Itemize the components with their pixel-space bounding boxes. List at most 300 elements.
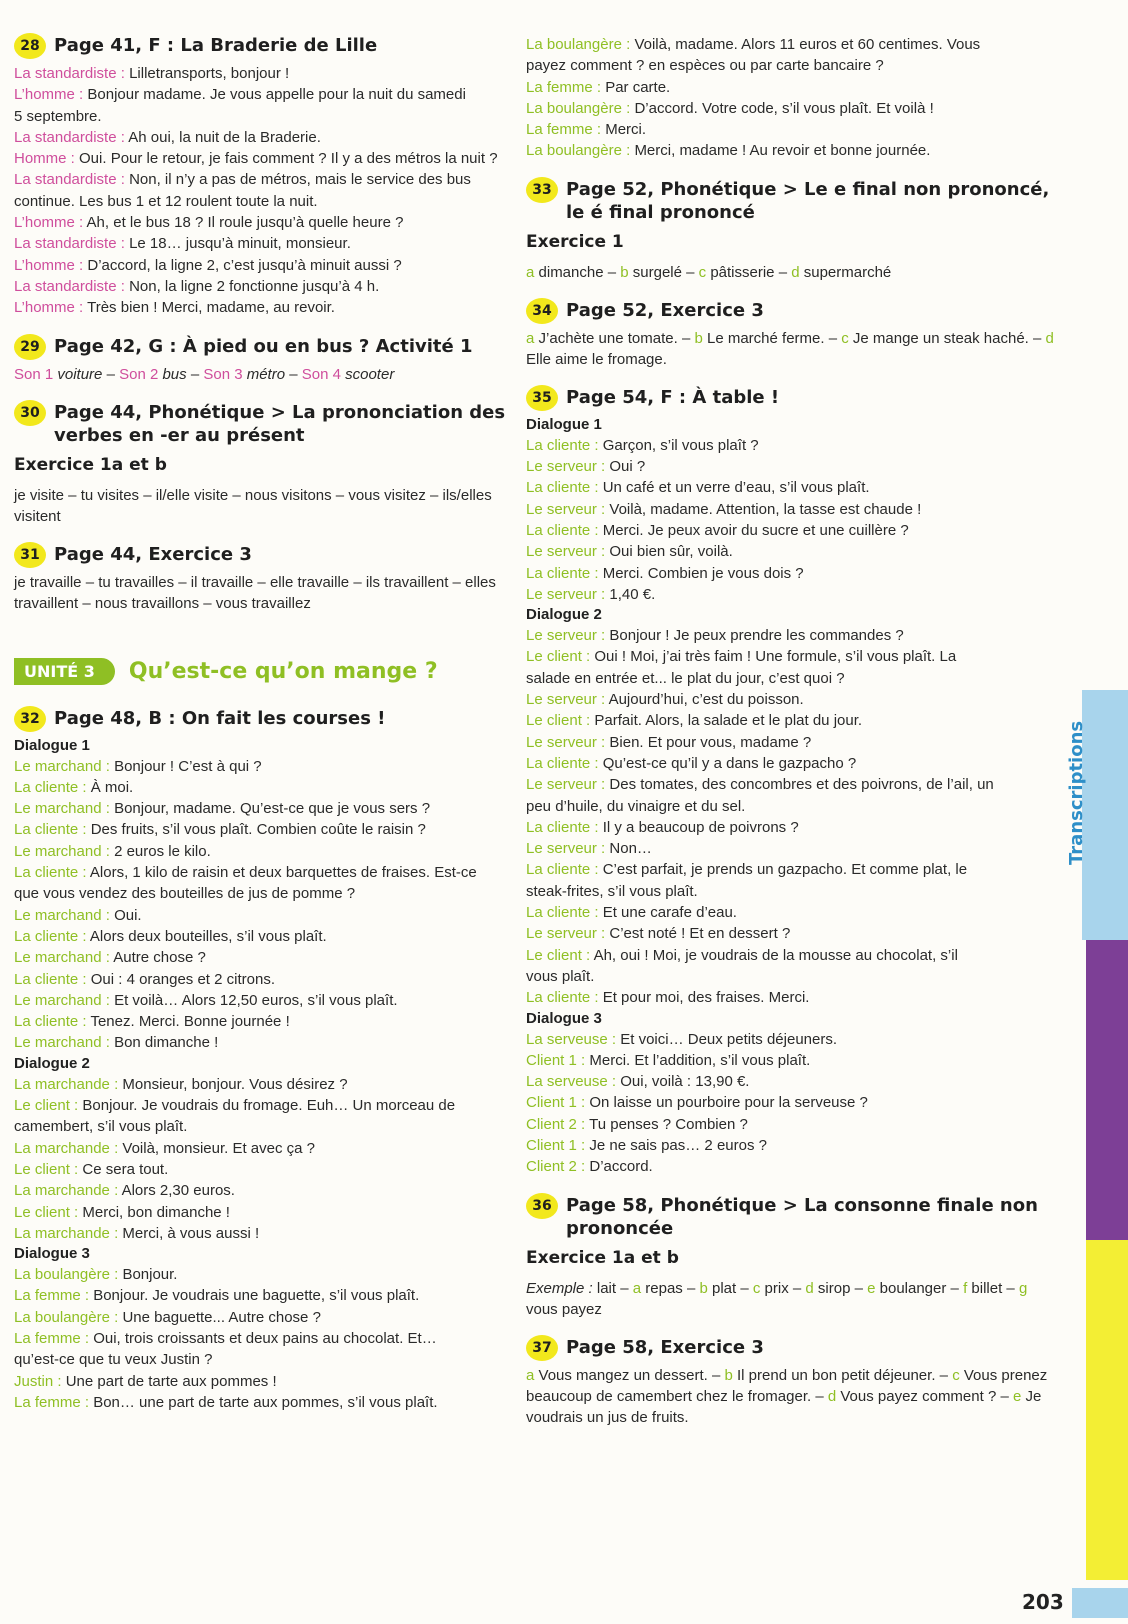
item-key: d bbox=[827, 1387, 837, 1405]
dialogue-line bbox=[526, 119, 1056, 140]
line-text: Bonjour, madame. Qu’est-ce que je vous sers ? bbox=[114, 800, 431, 818]
dialogue-line bbox=[14, 1307, 514, 1328]
page-number: 203 bbox=[1022, 1590, 1064, 1614]
line-text: Non, la ligne 2 fonctionne jusqu’à 4 h. bbox=[129, 277, 380, 295]
speaker-label: La boulangère : bbox=[526, 99, 631, 117]
speaker-label: Homme : bbox=[14, 150, 75, 168]
section-title: Page 52, Exercice 3 bbox=[566, 299, 764, 321]
dialogue-line bbox=[526, 817, 1056, 838]
item-value: vous payez bbox=[526, 1300, 602, 1318]
item-value: plat bbox=[712, 1279, 737, 1297]
section-28 bbox=[14, 34, 514, 319]
item-value: bus bbox=[162, 365, 187, 383]
dialogue-line bbox=[526, 34, 1056, 55]
dialogue-line bbox=[526, 55, 1056, 76]
side-label: Transcriptions bbox=[1066, 720, 1087, 865]
speaker-label: La femme : bbox=[14, 1393, 90, 1411]
line-text: Bonjour. Je voudrais une baguette, s’il vous plaît. bbox=[93, 1287, 420, 1305]
dialogue-line bbox=[14, 841, 514, 862]
dialogue-line bbox=[14, 1011, 514, 1032]
item-value: Vous payez comment ? bbox=[840, 1387, 997, 1405]
section-number-badge: 33 bbox=[526, 177, 558, 203]
speaker-label: La cliente : bbox=[526, 861, 599, 879]
dialogue-line bbox=[526, 796, 1056, 817]
speaker-label: La cliente : bbox=[526, 989, 599, 1007]
line-text: Alors 2,30 euros. bbox=[121, 1182, 235, 1200]
line-text: Aujourd’hui, c’est du poisson. bbox=[608, 691, 804, 709]
dialogue-lines bbox=[14, 63, 514, 319]
dialogue-line bbox=[526, 520, 1056, 541]
dialogue-lines bbox=[526, 625, 1056, 1008]
dialogue-line bbox=[14, 1138, 514, 1159]
speaker-label: La marchande : bbox=[14, 1075, 119, 1093]
item-value: prix bbox=[764, 1279, 789, 1297]
dialogue-line bbox=[14, 276, 514, 297]
dialogue-line bbox=[526, 541, 1056, 562]
speaker-label: La femme : bbox=[526, 121, 602, 139]
speaker-label: L’homme : bbox=[14, 299, 84, 317]
dialogue-line bbox=[14, 798, 514, 819]
dialogue-line bbox=[14, 756, 514, 777]
section-37 bbox=[526, 1336, 1056, 1428]
dialogue-line bbox=[526, 710, 1056, 731]
speaker-label: La cliente : bbox=[14, 970, 87, 988]
item-value: Vous mangez un dessert. bbox=[538, 1366, 708, 1384]
speaker-label: Client 2 : bbox=[526, 1158, 586, 1176]
item-key: d bbox=[1045, 329, 1054, 347]
section-number-badge: 34 bbox=[526, 298, 558, 324]
dialogue-line bbox=[526, 923, 1056, 944]
section-title: Page 42, G : À pied ou en bus ? Activité 1 bbox=[54, 335, 473, 357]
speaker-label: La femme : bbox=[14, 1329, 90, 1347]
speaker-label: La standardiste : bbox=[14, 235, 125, 253]
dialogue-line bbox=[14, 212, 514, 233]
line-text: Oui ! Moi, j’ai très faim ! Une formule, s’il vous plaît. La bbox=[594, 648, 957, 666]
item-value: repas bbox=[645, 1279, 683, 1297]
item-key: c bbox=[698, 263, 707, 281]
dialogue-line bbox=[14, 1116, 514, 1137]
line-text: D’accord, la ligne 2, c’est jusqu’à minuit aussi ? bbox=[87, 256, 402, 274]
speaker-label: Le serveur : bbox=[526, 543, 606, 561]
line-text: Oui, voilà : 13,90 €. bbox=[620, 1073, 750, 1091]
line-text: D’accord. bbox=[589, 1158, 653, 1176]
line-text: Le 18… jusqu’à minuit, monsieur. bbox=[129, 235, 351, 253]
section-title: Page 48, B : On fait les courses ! bbox=[54, 707, 386, 729]
line-text: Voilà, monsieur. Et avec ça ? bbox=[122, 1139, 316, 1157]
dialogue-heading: Dialogue 2 bbox=[14, 1054, 90, 1072]
side-tab-purple bbox=[1086, 940, 1128, 1240]
item-key: b bbox=[699, 1279, 708, 1297]
dialogue-line bbox=[14, 1349, 514, 1370]
speaker-label: L’homme : bbox=[14, 86, 84, 104]
speaker-label: La cliente : bbox=[14, 821, 87, 839]
section-title: Page 44, Exercice 3 bbox=[54, 543, 252, 565]
line-text: Ah, oui ! Moi, je voudrais de la mousse au chocolat, s’il bbox=[593, 946, 958, 964]
item-key: a bbox=[526, 1366, 535, 1384]
speaker-label: Le serveur : bbox=[526, 840, 606, 858]
line-text: 1,40 €. bbox=[609, 585, 656, 603]
dialogue-line bbox=[14, 819, 514, 840]
unit-title: Qu’est-ce qu’on mange ? bbox=[128, 658, 438, 684]
line-text: Alors, 1 kilo de raisin et deux barquettes de fraises. Est-ce bbox=[89, 864, 477, 882]
section-title: Page 58, Phonétique > La consonne finale non prononcée bbox=[566, 1194, 1038, 1239]
speaker-label: La standardiste : bbox=[14, 65, 125, 82]
speaker-label: La cliente : bbox=[526, 754, 599, 772]
line-text: Une baguette... Autre chose ? bbox=[122, 1308, 321, 1326]
dialogue-line bbox=[526, 859, 1056, 880]
speaker-label: Client 1 : bbox=[526, 1051, 586, 1069]
speaker-label: La boulangère : bbox=[14, 1308, 119, 1326]
line-text: Oui ? bbox=[609, 458, 646, 476]
dialogue-line bbox=[526, 987, 1056, 1008]
line-text: Merci, à vous aussi ! bbox=[122, 1224, 260, 1242]
dialogue-line bbox=[526, 77, 1056, 98]
item-value: dimanche bbox=[538, 263, 604, 281]
dialogue-line bbox=[14, 1371, 514, 1392]
item-value: voiture bbox=[57, 365, 103, 383]
dialogue-line bbox=[526, 98, 1056, 119]
item-value: surgelé bbox=[632, 263, 682, 281]
dialogue-heading: Dialogue 1 bbox=[526, 415, 602, 433]
dialogue-line bbox=[526, 646, 1056, 667]
dialogue-line bbox=[14, 1392, 514, 1413]
item-key: e bbox=[1012, 1387, 1022, 1405]
speaker-label: Le client : bbox=[526, 946, 591, 964]
line-text: Je ne sais pas… 2 euros ? bbox=[589, 1136, 767, 1154]
line-text: Bien. Et pour vous, madame ? bbox=[609, 733, 812, 751]
answer-list: Son 1 voiture – Son 2 bus – Son 3 métro – Son 4 scooter bbox=[14, 365, 395, 383]
line-text: Ah, et le bus 18 ? Il roule jusqu’à quelle heure ? bbox=[86, 214, 404, 232]
line-text: Oui : 4 oranges et 2 citrons. bbox=[90, 970, 275, 988]
item-value: Vous prenez beaucoup de camembert chez le fromager. bbox=[526, 1366, 1048, 1405]
line-text: Bonjour ! C’est à qui ? bbox=[114, 757, 262, 775]
line-text: Alors deux bouteilles, s’il vous plaît. bbox=[89, 927, 327, 945]
line-text: Lilletransports, bonjour ! bbox=[129, 65, 290, 82]
section-title: Page 41, F : La Braderie de Lille bbox=[54, 35, 378, 56]
item-key: d bbox=[805, 1279, 814, 1297]
line-text: continue. Les bus 1 et 12 roulent toute la nuit. bbox=[14, 192, 318, 210]
unit-badge: UNITÉ 3 bbox=[14, 658, 115, 685]
line-text: Et voici… Deux petits déjeuners. bbox=[620, 1030, 838, 1048]
speaker-label: La marchande : bbox=[14, 1139, 119, 1157]
dialogue-line bbox=[526, 1071, 1056, 1092]
speaker-label: La cliente : bbox=[526, 818, 599, 836]
dialogue-lines bbox=[14, 756, 514, 1054]
dialogue-lines bbox=[14, 1264, 514, 1413]
dialogue-line bbox=[14, 1223, 514, 1244]
exercise-text: je travaille – tu travailles – il travaille – elle travaille – ils travaillent – elles travaillent – nous travaillons – vous travaillez bbox=[14, 573, 496, 612]
dialogue-line bbox=[14, 233, 514, 254]
dialogue-line bbox=[526, 881, 1056, 902]
dialogue-line bbox=[526, 563, 1056, 584]
line-text: camembert, s’il vous plaît. bbox=[14, 1118, 188, 1136]
line-text: que vous vendez des bouteilles de jus de pomme ? bbox=[14, 885, 356, 903]
dialogue-line bbox=[14, 905, 514, 926]
exercise-title: Exercice 1a et b bbox=[526, 1247, 679, 1268]
speaker-label: La cliente : bbox=[526, 521, 599, 539]
dialogue-line bbox=[14, 883, 514, 904]
speaker-label: La cliente : bbox=[14, 778, 87, 796]
dialogue-line bbox=[526, 732, 1056, 753]
dialogue-line bbox=[14, 255, 514, 276]
dialogue-line bbox=[526, 584, 1056, 605]
speaker-label: La standardiste : bbox=[14, 171, 125, 189]
dialogue-line bbox=[526, 499, 1056, 520]
line-text: Bonjour. Je voudrais du fromage. Euh… Un morceau de bbox=[82, 1097, 456, 1115]
exercise-title: Exercice 1a et b bbox=[14, 454, 167, 475]
dialogue-line bbox=[526, 625, 1056, 646]
line-text: D’accord. Votre code, s’il vous plaît. Et voilà ! bbox=[634, 99, 934, 117]
item-value: Il prend un bon petit déjeuner. bbox=[737, 1366, 936, 1384]
speaker-label: Le client : bbox=[526, 712, 591, 730]
speaker-label: La boulangère : bbox=[526, 36, 631, 53]
line-text: Tu penses ? Combien ? bbox=[589, 1115, 748, 1133]
speaker-label: La cliente : bbox=[526, 479, 599, 497]
answer-list: a J’achète une tomate. – b Le marché ferme. – c Je mange un steak haché. – d Elle aime le fromage. bbox=[526, 329, 1054, 368]
dialogue-line bbox=[14, 777, 514, 798]
line-text: Merci. bbox=[605, 121, 647, 139]
line-text: Merci. Je peux avoir du sucre et une cuillère ? bbox=[602, 521, 909, 539]
section-32 bbox=[14, 707, 514, 1414]
speaker-label: Le serveur : bbox=[526, 691, 606, 709]
item-value: sirop bbox=[817, 1279, 851, 1297]
line-text: Et une carafe d’eau. bbox=[602, 904, 737, 922]
item-key: b bbox=[724, 1366, 733, 1384]
speaker-label: Justin : bbox=[14, 1372, 62, 1390]
unit-header bbox=[14, 658, 514, 685]
line-text: Par carte. bbox=[605, 78, 671, 96]
speaker-label: La cliente : bbox=[526, 904, 599, 922]
line-text: Une part de tarte aux pommes ! bbox=[65, 1372, 277, 1390]
line-text: 2 euros le kilo. bbox=[114, 842, 211, 860]
line-text: C’est noté ! Et en dessert ? bbox=[609, 925, 791, 943]
left-column bbox=[14, 34, 514, 1429]
dialogue-lines bbox=[526, 34, 1056, 162]
item-value: Le marché ferme. bbox=[706, 329, 825, 347]
dialogue-line bbox=[14, 127, 514, 148]
dialogue-heading: Dialogue 3 bbox=[14, 1245, 90, 1263]
dialogue-heading: Dialogue 1 bbox=[14, 736, 90, 754]
dialogue-line bbox=[526, 456, 1056, 477]
item-key: Son 3 bbox=[203, 365, 243, 383]
speaker-label: La cliente : bbox=[526, 436, 599, 454]
dialogue-line bbox=[14, 1328, 514, 1349]
item-key: g bbox=[1018, 1279, 1028, 1297]
line-text: Des fruits, s’il vous plaît. Combien coûte le raisin ? bbox=[90, 821, 426, 839]
dialogue-line bbox=[14, 1180, 514, 1201]
section-35 bbox=[526, 386, 1056, 1178]
speaker-label: Le marchand : bbox=[14, 906, 110, 924]
example-value: lait bbox=[596, 1279, 617, 1297]
item-key: a bbox=[526, 263, 535, 281]
speaker-label: La femme : bbox=[526, 78, 602, 96]
line-text: Oui. bbox=[114, 906, 142, 924]
answer-list: a Vous mangez un dessert. – b Il prend un bon petit déjeuner. – c Vous prenez beaucoup de camembert chez le fromager. – d Vous payez comment ? – e Je voudrais un jus de fruits. bbox=[526, 1366, 1048, 1426]
dialogue-line bbox=[526, 902, 1056, 923]
item-key: c bbox=[841, 329, 849, 347]
line-text: Un café et un verre d’eau, s’il vous plaît. bbox=[602, 479, 870, 497]
section-number-badge: 31 bbox=[14, 542, 46, 568]
dialogue-line bbox=[526, 1135, 1056, 1156]
dialogue-line bbox=[526, 668, 1056, 689]
line-text: Tenez. Merci. Bonne journée ! bbox=[90, 1013, 290, 1031]
dialogue-line bbox=[14, 84, 514, 105]
speaker-label: La cliente : bbox=[526, 564, 599, 582]
dialogue-line bbox=[14, 1095, 514, 1116]
line-text: Voilà, madame. Attention, la tasse est chaude ! bbox=[609, 500, 922, 518]
speaker-label: Client 1 : bbox=[526, 1094, 586, 1112]
speaker-label: Le serveur : bbox=[526, 500, 606, 518]
item-key: b bbox=[694, 329, 703, 347]
speaker-label: L’homme : bbox=[14, 256, 84, 274]
item-key: c bbox=[752, 1279, 761, 1297]
item-value: billet bbox=[971, 1279, 1003, 1297]
dialogue-line bbox=[14, 990, 514, 1011]
dialogue-line bbox=[526, 1156, 1056, 1177]
speaker-label: Le marchand : bbox=[14, 842, 110, 860]
line-text: Merci. Combien je vous dois ? bbox=[602, 564, 804, 582]
dialogue-line bbox=[526, 1029, 1056, 1050]
dialogue-line bbox=[14, 1264, 514, 1285]
page-number-bar bbox=[1072, 1588, 1128, 1618]
line-text: Oui. Pour le retour, je fais comment ? Il y a des métros la nuit ? bbox=[79, 150, 498, 168]
item-key: b bbox=[620, 263, 629, 281]
speaker-label: La serveuse : bbox=[526, 1030, 617, 1048]
line-text: Merci, bon dimanche ! bbox=[82, 1203, 230, 1221]
item-value: Je voudrais un jus de fruits. bbox=[526, 1387, 1042, 1426]
line-text: Ah oui, la nuit de la Braderie. bbox=[128, 128, 321, 146]
dialogue-line bbox=[14, 1032, 514, 1053]
dialogue-line bbox=[526, 1092, 1056, 1113]
line-text: 5 septembre. bbox=[14, 107, 102, 125]
dialogue-line bbox=[526, 753, 1056, 774]
answer-list: Exemple : lait – a repas – b plat – c prix – d sirop – e boulanger – f billet – g vous payez bbox=[526, 1279, 1028, 1318]
example-label: Exemple : bbox=[526, 1279, 593, 1297]
speaker-label: Le serveur : bbox=[526, 627, 606, 645]
speaker-label: Client 2 : bbox=[526, 1115, 586, 1133]
line-text: Bonjour ! Je peux prendre les commandes ? bbox=[609, 627, 904, 645]
line-text: steak-frites, s’il vous plaît. bbox=[526, 882, 698, 900]
speaker-label: La standardiste : bbox=[14, 128, 125, 146]
dialogue-line bbox=[14, 169, 514, 190]
dialogue-line bbox=[14, 969, 514, 990]
section-number-badge: 35 bbox=[526, 385, 558, 411]
item-key: a bbox=[632, 1279, 642, 1297]
line-text: Il y a beaucoup de poivrons ? bbox=[602, 818, 799, 836]
item-key: Son 1 bbox=[14, 365, 54, 383]
line-text: Parfait. Alors, la salade et le plat du jour. bbox=[594, 712, 863, 730]
speaker-label: La standardiste : bbox=[14, 277, 125, 295]
speaker-label: L’homme : bbox=[14, 214, 84, 232]
speaker-label: Le marchand : bbox=[14, 757, 110, 775]
line-text: Merci. Et l’addition, s’il vous plaît. bbox=[589, 1051, 811, 1069]
dialogue-line bbox=[14, 191, 514, 212]
speaker-label: Le marchand : bbox=[14, 800, 110, 818]
dialogue-line bbox=[526, 435, 1056, 456]
item-key: e bbox=[867, 1279, 876, 1297]
line-text: Non, il n’y a pas de métros, mais le service des bus bbox=[129, 171, 471, 189]
line-text: Monsieur, bonjour. Vous désirez ? bbox=[122, 1075, 348, 1093]
speaker-label: Le serveur : bbox=[526, 733, 606, 751]
dialogue-line bbox=[14, 63, 514, 84]
section-number-badge: 30 bbox=[14, 400, 46, 426]
speaker-label: Client 1 : bbox=[526, 1136, 586, 1154]
speaker-label: La boulangère : bbox=[526, 142, 631, 160]
item-key: Son 4 bbox=[301, 365, 341, 383]
speaker-label: La cliente : bbox=[14, 864, 87, 882]
line-text: Oui, trois croissants et deux pains au chocolat. Et… bbox=[93, 1329, 437, 1347]
section-number-badge: 29 bbox=[14, 334, 46, 360]
line-text: Très bien ! Merci, madame, au revoir. bbox=[87, 299, 335, 317]
line-text: Autre chose ? bbox=[113, 949, 206, 967]
dialogue-line bbox=[14, 926, 514, 947]
line-text: Garçon, s’il vous plaît ? bbox=[602, 436, 759, 454]
exercise-text: je visite – tu visites – il/elle visite – nous visitons – vous visitez – ils/elles visitent bbox=[14, 486, 492, 525]
item-value: scooter bbox=[345, 365, 395, 383]
line-text: Bonjour. bbox=[122, 1266, 178, 1284]
line-text: Merci, madame ! Au revoir et bonne journée. bbox=[634, 142, 931, 160]
section-31 bbox=[14, 543, 514, 614]
speaker-label: Le marchand : bbox=[14, 949, 110, 967]
item-key: Son 2 bbox=[119, 365, 159, 383]
item-value: supermarché bbox=[803, 263, 892, 281]
speaker-label: Le client : bbox=[14, 1160, 79, 1178]
item-key: a bbox=[526, 329, 535, 347]
line-text: Bonjour madame. Je vous appelle pour la nuit du samedi bbox=[87, 86, 466, 104]
dialogue-line bbox=[526, 1050, 1056, 1071]
dialogue-lines bbox=[14, 1074, 514, 1244]
dialogue-line bbox=[526, 140, 1056, 161]
exercise-title: Exercice 1 bbox=[526, 231, 624, 252]
item-value: J’achète une tomate. bbox=[538, 329, 678, 347]
speaker-label: Le serveur : bbox=[526, 585, 606, 603]
dialogue-line bbox=[526, 966, 1056, 987]
dialogue-line bbox=[526, 477, 1056, 498]
line-text: qu’est-ce que tu veux Justin ? bbox=[14, 1351, 213, 1369]
right-column bbox=[526, 34, 1056, 1444]
line-text: payez comment ? en espèces ou par carte bancaire ? bbox=[526, 57, 884, 75]
item-value: pâtisserie bbox=[710, 263, 775, 281]
dialogue-line bbox=[14, 1159, 514, 1180]
line-text: vous plaît. bbox=[526, 967, 595, 985]
line-text: Bon… une part de tarte aux pommes, s’il vous plaît. bbox=[93, 1393, 438, 1411]
line-text: À moi. bbox=[90, 778, 134, 796]
line-text: Oui bien sûr, voilà. bbox=[609, 543, 733, 561]
dialogue-line bbox=[14, 148, 514, 169]
line-text: Qu’est-ce qu’il y a dans le gazpacho ? bbox=[602, 754, 857, 772]
item-value: boulanger bbox=[879, 1279, 947, 1297]
speaker-label: La cliente : bbox=[14, 927, 87, 945]
speaker-label: La serveuse : bbox=[526, 1073, 617, 1091]
speaker-label: La cliente : bbox=[14, 1013, 87, 1031]
section-29 bbox=[14, 335, 514, 385]
line-text: Et voilà… Alors 12,50 euros, s’il vous plaît. bbox=[114, 991, 398, 1009]
line-text: C’est parfait, je prends un gazpacho. Et comme plat, le bbox=[602, 861, 968, 879]
item-value: métro bbox=[246, 365, 286, 383]
dialogue-line bbox=[526, 774, 1056, 795]
side-tab-yellow bbox=[1086, 1240, 1128, 1580]
section-number-badge: 37 bbox=[526, 1335, 558, 1361]
dialogue-line bbox=[14, 1074, 514, 1095]
speaker-label: Le client : bbox=[14, 1203, 79, 1221]
line-text: Des tomates, des concombres et des poivrons, de l’ail, un bbox=[609, 776, 994, 794]
item-value: Elle aime le fromage. bbox=[526, 350, 667, 368]
dialogue-heading: Dialogue 2 bbox=[526, 606, 602, 624]
section-title: Page 44, Phonétique > La prononciation des verbes en -er au présent bbox=[54, 401, 506, 446]
dialogue-line bbox=[14, 862, 514, 883]
section-33 bbox=[526, 178, 1056, 283]
speaker-label: Le marchand : bbox=[14, 991, 110, 1009]
